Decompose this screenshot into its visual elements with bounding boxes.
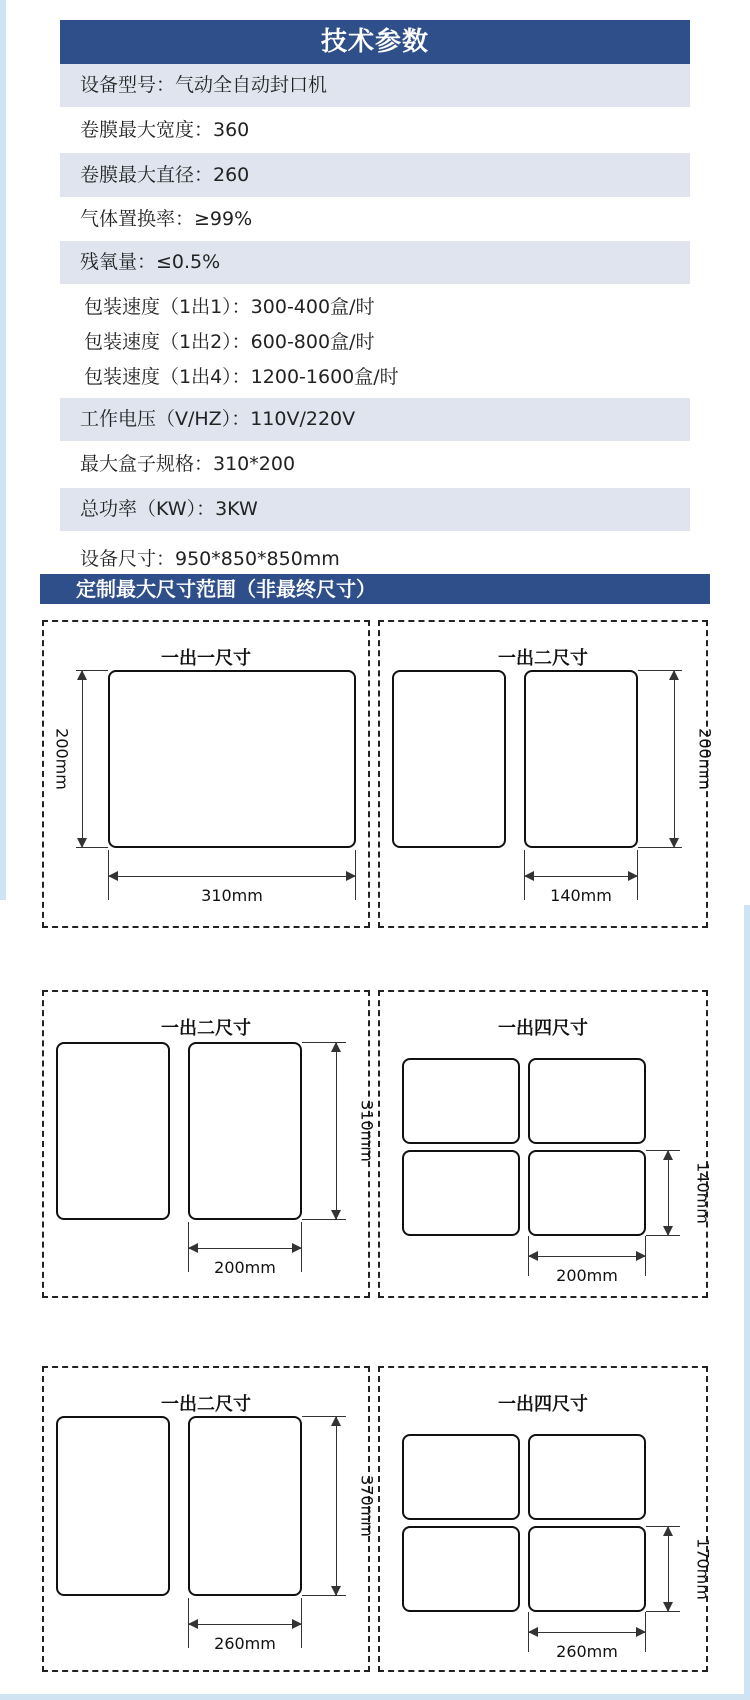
- packing-speed-1x2: 包装速度（1出2）：600-800盒/时: [84, 331, 375, 353]
- spec-row-power: 总功率（KW）：3KW: [60, 488, 690, 531]
- tray-bottom-right: [528, 1526, 646, 1612]
- diagram-1x2-b: [42, 990, 377, 1298]
- width-label: 260mm: [214, 1634, 276, 1653]
- diagram-1x2-c: [42, 1366, 377, 1672]
- tray-bottom-left: [402, 1526, 520, 1612]
- height-label: 140mm: [693, 1162, 713, 1224]
- height-label: 370mm: [357, 1475, 377, 1537]
- tray-top-left: [402, 1434, 520, 1520]
- right-edge-strip: [744, 905, 750, 1700]
- width-label: 200mm: [556, 1266, 618, 1285]
- diagram-title: 一出四尺寸: [498, 1394, 588, 1415]
- tray-left: [56, 1416, 170, 1596]
- diagram-title: 一出四尺寸: [498, 1018, 588, 1039]
- packing-speed-1x1: 包装速度（1出1）：300-400盒/时: [84, 296, 375, 318]
- left-edge-strip: [0, 0, 6, 900]
- tray-bottom-right: [528, 1150, 646, 1236]
- tray-top-left: [402, 1058, 520, 1144]
- packing-speed-1x4: 包装速度（1出4）：1200-1600盒/时: [84, 366, 399, 388]
- height-label: 200mm: [695, 728, 715, 790]
- height-label: 310mm: [357, 1100, 377, 1162]
- spec-row-dimensions: 设备尺寸：950*850*850mm: [80, 548, 340, 570]
- tray-left: [56, 1042, 170, 1220]
- width-label: 200mm: [214, 1258, 276, 1277]
- diagram-1x4-b: [378, 1366, 713, 1672]
- spec-row-gas-replacement: 气体置换率：≥99%: [80, 208, 253, 230]
- tray-left: [392, 670, 506, 848]
- tray-right: [188, 1416, 302, 1596]
- diagram-1x1: [42, 620, 370, 928]
- height-label: 170mm: [693, 1538, 713, 1600]
- diagram-title: 一出二尺寸: [498, 648, 588, 669]
- tray-right: [524, 670, 638, 848]
- height-label: 200mm: [52, 728, 72, 790]
- diagram-1x2-a: [378, 620, 715, 928]
- tray-top-right: [528, 1058, 646, 1144]
- spec-title: 技术参数: [60, 20, 690, 64]
- tray-top-right: [528, 1434, 646, 1520]
- width-label: 310mm: [201, 886, 263, 905]
- range-section-title: 定制最大尺寸范围（非最终尺寸）: [40, 574, 710, 604]
- spec-row-film-diameter: 卷膜最大直径：260: [60, 153, 690, 197]
- spec-row-voltage: 工作电压（V/HZ）：110V/220V: [60, 398, 690, 441]
- diagram-1x4-a: [378, 990, 713, 1298]
- spec-row-packing-speed: [60, 290, 690, 396]
- tray: [108, 670, 356, 848]
- tray-bottom-left: [402, 1150, 520, 1236]
- diagram-title: 一出二尺寸: [161, 1018, 251, 1039]
- spec-row-film-width: 卷膜最大宽度：360: [80, 119, 250, 141]
- tray-right: [188, 1042, 302, 1220]
- width-label: 140mm: [550, 886, 612, 905]
- diagram-title: 一出二尺寸: [161, 1394, 251, 1415]
- spec-row-max-box: 最大盒子规格：310*200: [80, 453, 296, 475]
- spec-row-model: 设备型号：气动全自动封口机: [60, 64, 690, 107]
- width-label: 260mm: [556, 1642, 618, 1661]
- diagram-title: 一出一尺寸: [161, 648, 251, 669]
- spec-row-residual-oxygen: 残氧量：≤0.5%: [60, 241, 690, 284]
- bottom-edge-strip: [0, 1694, 750, 1700]
